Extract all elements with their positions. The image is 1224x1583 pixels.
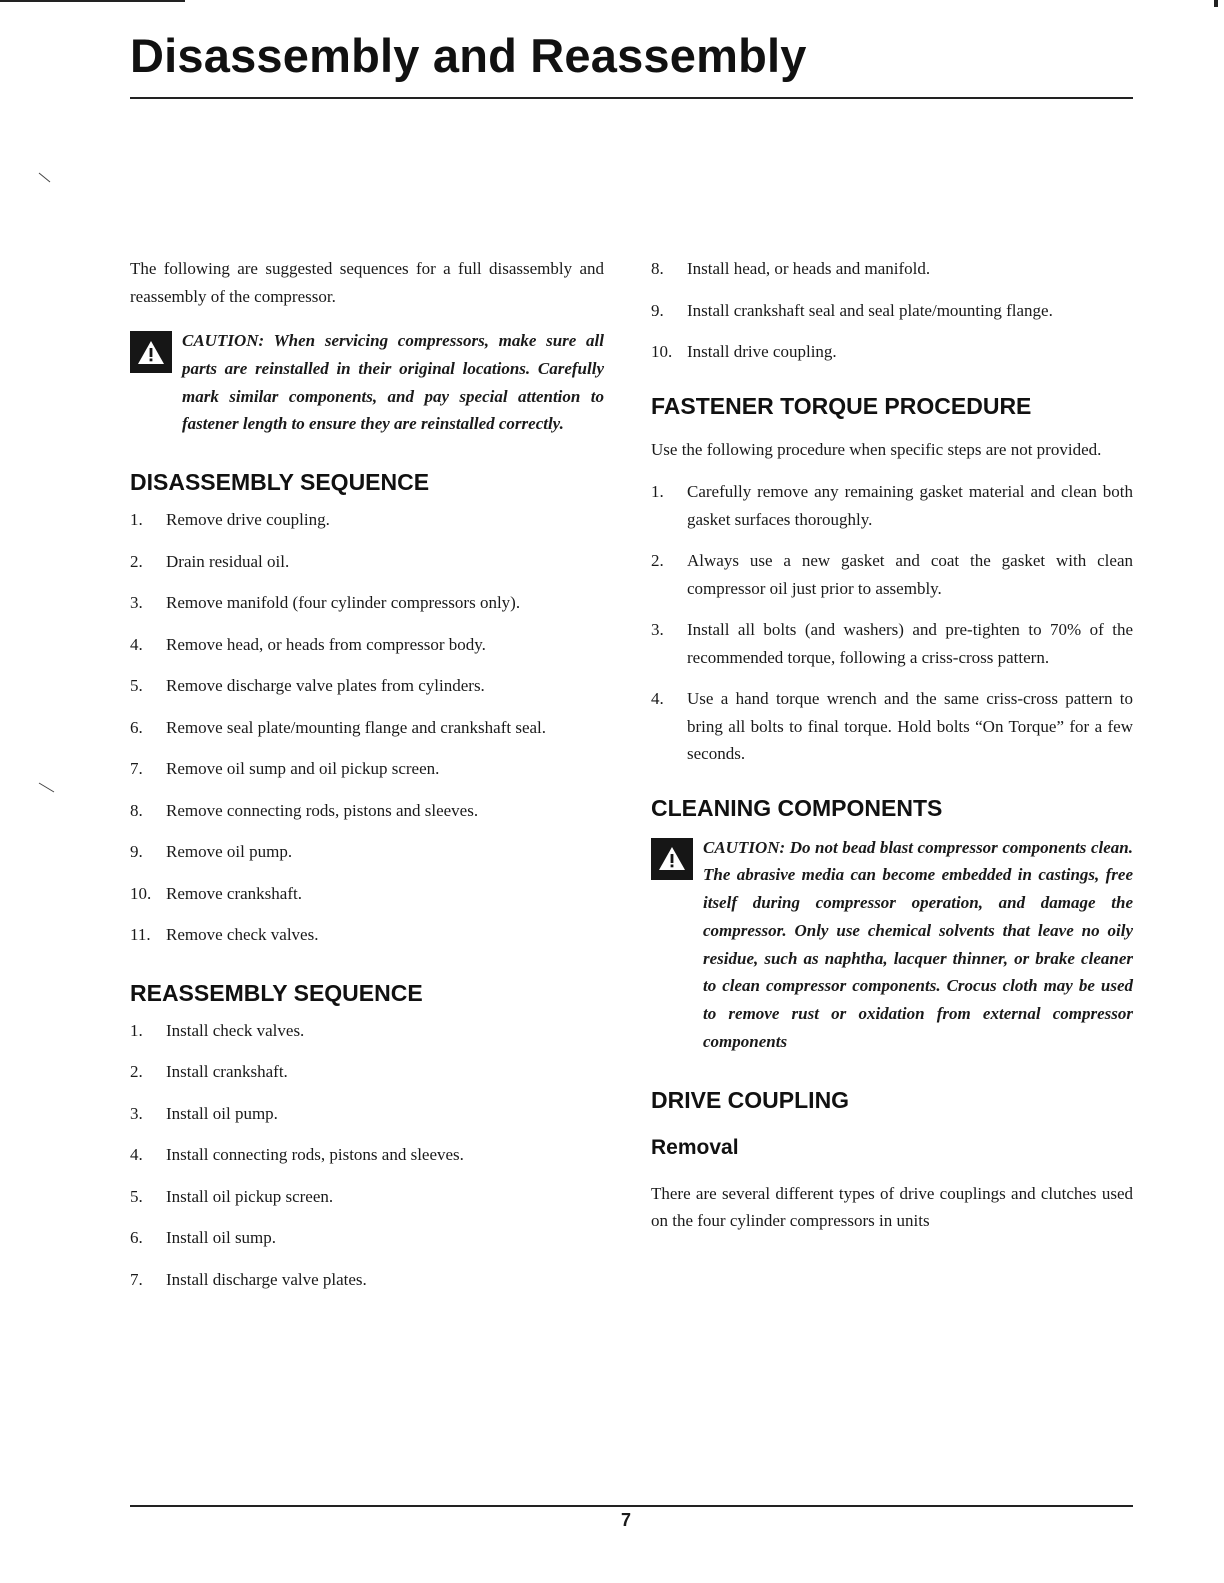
step-number: 3. [651, 620, 664, 639]
step-number: 10. [130, 883, 152, 903]
list-item [130, 1100, 604, 1128]
scan-artifact-top-line [0, 0, 185, 2]
step-text: Install discharge valve plates. [166, 1269, 367, 1289]
list-item [651, 297, 1133, 325]
step-text: Remove oil sump and oil pickup screen. [166, 759, 440, 779]
step-text: Remove check valves. [166, 925, 319, 945]
list-item [651, 255, 1133, 283]
torque-heading: FASTENER TORQUE PROCEDURE [651, 392, 1032, 419]
step-number: 3. [130, 1103, 143, 1123]
reassembly-steps-continued [651, 255, 1133, 366]
list-item [130, 1183, 604, 1211]
step-number: 2. [130, 551, 143, 571]
list-item [130, 672, 604, 700]
step-number: 11. [130, 925, 151, 945]
step-number: 10. [651, 342, 673, 361]
cleaning-heading: CLEANING COMPONENTS [651, 794, 943, 821]
step-number: 9. [651, 300, 664, 320]
caution-text: CAUTION: Do not bead blast compressor components clean. The abrasive media can become embedded in castings, free itself during compressor operation, and damage the compressor. Only use chemical solvents that leave no oily residue, such as naphtha, lacquer thinner, or brake cleaner to clean compressor components. Crocus cloth may be used to remove rust or oxidation from external compressor components [703, 837, 1133, 1052]
drive-coupling-heading: DRIVE COUPLING [651, 1086, 850, 1113]
step-text: Use a hand torque wrench and the same criss-cross pattern to bring all bolts to final torque. Hold bolts “On Torque” for a few seconds. [687, 689, 1133, 763]
caution-text: CAUTION: When servicing compressors, make sure all parts are reinstalled in their original locations. Carefully mark similar components, and pay special attention to fastener length to ensure they are reinstalled correctly. [182, 331, 604, 434]
step-number: 6. [130, 717, 143, 737]
list-item [651, 478, 1133, 533]
step-text: Carefully remove any remaining gasket material and clean both gasket surfaces thoroughly. [687, 482, 1133, 529]
step-number: 5. [130, 1186, 143, 1206]
drive-coupling-paragraph: There are several different types of drive couplings and clutches used on the four cylinder compressors in units [651, 1183, 1133, 1231]
step-number: 1. [130, 1020, 143, 1040]
list-item [130, 631, 604, 659]
step-number: 4. [651, 689, 664, 708]
list-item [651, 547, 1133, 602]
step-number: 1. [130, 510, 143, 530]
right-column [651, 255, 1133, 1235]
list-item [130, 838, 604, 866]
step-text: Install connecting rods, pistons and sleeves. [166, 1145, 464, 1165]
list-item [130, 755, 604, 783]
step-number: 4. [130, 1145, 143, 1165]
step-text: Remove drive coupling. [166, 510, 330, 530]
disassembly-steps [130, 506, 604, 949]
torque-steps [651, 478, 1133, 768]
step-text: Remove connecting rods, pistons and sleeves. [166, 800, 479, 820]
step-number: 2. [651, 551, 664, 570]
step-text: Install drive coupling. [687, 342, 837, 361]
step-text: Always use a new gasket and coat the gasket with clean compressor oil just prior to assembly. [687, 551, 1133, 598]
step-text: Remove head, or heads from compressor body. [166, 634, 486, 654]
list-item [651, 616, 1133, 671]
scan-artifact-right-tick [1214, 0, 1218, 7]
step-number: 8. [130, 800, 143, 820]
torque-intro: Use the following procedure when specific steps are not provided. [651, 439, 1102, 459]
step-number: 5. [130, 676, 143, 696]
removal-subheading: Removal [651, 1135, 739, 1159]
header-rule [130, 97, 1133, 99]
warning-triangle-icon [651, 838, 693, 880]
page-number: 7 [620, 1510, 631, 1530]
caution-block [651, 834, 1133, 1056]
scan-artifact-mark [38, 782, 56, 794]
list-item [130, 1141, 604, 1169]
list-item [130, 1017, 604, 1045]
scan-artifact-mark [38, 172, 52, 184]
step-number: 1. [651, 482, 664, 501]
step-number: 4. [130, 634, 143, 654]
left-column [130, 255, 604, 1307]
list-item [130, 714, 604, 742]
list-item [651, 338, 1133, 366]
warning-triangle-icon [130, 331, 172, 373]
step-number: 3. [130, 593, 143, 613]
list-item [130, 1058, 604, 1086]
step-number: 8. [651, 259, 664, 278]
step-text: Install oil pump. [166, 1103, 278, 1123]
step-text: Remove seal plate/mounting flange and crankshaft seal. [166, 717, 547, 737]
list-item [130, 921, 604, 949]
step-text: Remove oil pump. [166, 842, 293, 862]
step-text: Remove crankshaft. [166, 883, 302, 903]
step-text: Install oil sump. [166, 1228, 277, 1248]
list-item [651, 685, 1133, 768]
step-number: 2. [130, 1062, 143, 1082]
reassembly-heading: REASSEMBLY SEQUENCE [130, 979, 423, 1006]
footer-rule [130, 1505, 1133, 1507]
list-item [130, 797, 604, 825]
reassembly-steps [130, 1017, 604, 1294]
step-number: 7. [130, 1269, 143, 1289]
step-text: Install all bolts (and washers) and pre-tighten to 70% of the recommended torque, following a criss-cross pattern. [687, 620, 1133, 667]
list-item [130, 506, 604, 534]
step-text: Install crankshaft seal and seal plate/mounting flange. [687, 300, 1053, 320]
step-text: Install check valves. [166, 1020, 305, 1040]
step-text: Remove manifold (four cylinder compressors only). [166, 593, 521, 613]
step-text: Install crankshaft. [166, 1062, 288, 1082]
step-number: 9. [130, 842, 143, 862]
step-text: Remove discharge valve plates from cylinders. [166, 676, 485, 696]
caution-block [130, 327, 604, 438]
step-text: Install head, or heads and manifold. [687, 259, 931, 278]
list-item [130, 589, 604, 617]
list-item [130, 1266, 604, 1294]
step-text: Install oil pickup screen. [166, 1186, 334, 1206]
list-item [130, 1224, 604, 1252]
intro-paragraph: The following are suggested sequences for a full disassembly and reassembly of the compressor. [130, 259, 604, 306]
step-number: 6. [130, 1228, 143, 1248]
step-text: Drain residual oil. [166, 551, 290, 571]
list-item [130, 880, 604, 908]
list-item [130, 548, 604, 576]
disassembly-heading: DISASSEMBLY SEQUENCE [130, 469, 430, 496]
step-number: 7. [130, 759, 143, 779]
page-title: Disassembly and Reassembly [130, 29, 807, 82]
